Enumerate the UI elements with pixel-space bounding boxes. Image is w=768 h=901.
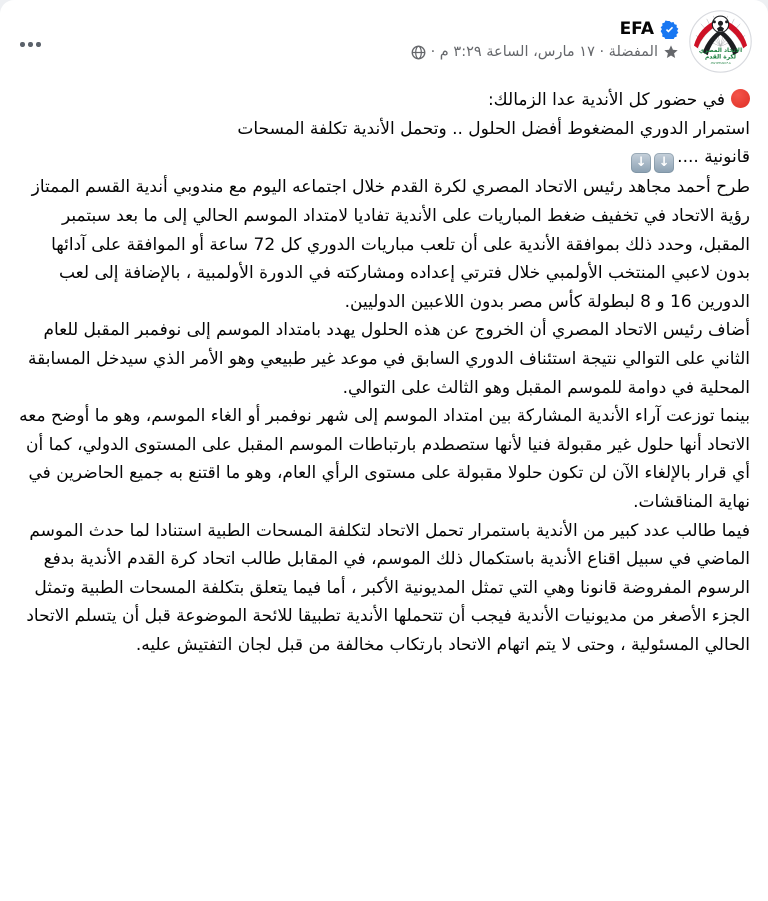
post-content bbox=[0, 73, 768, 660]
favorites-star-icon bbox=[663, 44, 679, 60]
page-name[interactable]: EFA bbox=[619, 19, 654, 39]
ellipsis-icon bbox=[28, 42, 33, 47]
svg-text:EGYPTIAN F.A.: EGYPTIAN F.A. bbox=[710, 61, 731, 66]
post-paragraph: أضاف رئيس الاتحاد المصري أن الخروج عن هذه الحلول يهدد بامتداد الموسم إلى نوفمبر المقبل للعام الثاني على التوالي نتيجة استئناف الدوري السابق في موعد غير طبيعي وهو الأمر الذي سيدخل المسابقة المحلية في دوامة للموسم المقبل وهو الثالث على التوالي. bbox=[28, 320, 750, 398]
red-circle-emoji bbox=[731, 89, 750, 108]
verified-badge-icon bbox=[660, 20, 679, 39]
svg-text:لكرة القدم: لكرة القدم bbox=[704, 54, 737, 61]
intro-line-2: استمرار الدوري المضغوط أفضل الحلول .. وتحمل الأندية تكلفة المسحات bbox=[237, 118, 750, 139]
page-identity bbox=[411, 19, 679, 60]
page-name-row bbox=[620, 19, 679, 39]
ellipsis-icon bbox=[20, 42, 25, 47]
post-header bbox=[0, 0, 768, 73]
down-arrow-emoji: ↓ bbox=[631, 153, 651, 173]
post-paragraph: فيما طالب عدد كبير من الأندية باستمرار تحمل الاتحاد لتكلفة المسحات الطبية استنادا لما حدث الموسم الماضي في سبيل اقناع الأندية باستكمال ذلك الموسم، في المقابل طالب اتحاد كرة القدم الأندية بدفع الرسوم المفروضة قانونا وهي التي تمثل المديونية الأكبر ، أما فيما يتعلق بتكلفة المسحات الطبية وتمثل الجزء الأصغر من مديونيات الأندية فيجب أن تتحملها الأندية تطبيقا للائحة الموضوعة قبل أن يتسلم الاتحاد الحالي المسئولية ، وحتى لا يتم اتهام الاتحاد بارتكاب مخالفة من قبل لجان التفتيش عليه. bbox=[26, 520, 750, 655]
efa-page-avatar[interactable] bbox=[689, 10, 752, 73]
post-meta-row bbox=[411, 44, 679, 60]
efa-crest-logo bbox=[689, 10, 752, 73]
post-paragraph: طرح أحمد مجاهد رئيس الاتحاد المصري لكرة القدم خلال اجتماعه اليوم مع مندوبي أندية القسم الممتاز رؤية الاتحاد في تخفيف ضغط المباريات على الأندية تفاديا لامتداد الموسم الحالي إلى ما بعد سبتمبر المقبل، وحدد ذلك بموافقة الأندية على أن تلعب مباريات الدوري كل 72 ساعة أو الموافقة على آدائها بدون لاعبي المنتخب الأولمبي خلال فترتي إعداده ومشاركته في الدورة الأولمبية ، بالإضافة إلى لعب الدورين 16 و 8 لبطولة كأس مصر بدون اللاعبين الدوليين. bbox=[31, 177, 750, 312]
down-arrow-emoji: ↓ bbox=[654, 153, 674, 173]
post-intro-paragraph bbox=[18, 86, 750, 173]
intro-line-3: قانونية .... bbox=[677, 147, 750, 168]
globe-public-icon bbox=[411, 45, 426, 60]
more-options-button[interactable] bbox=[16, 36, 45, 53]
ellipsis-icon bbox=[36, 42, 41, 47]
post-paragraph: بينما توزعت آراء الأندية المشاركة بين امتداد الموسم إلى شهر نوفمبر أو الغاء الموسم، وهو ما أوضح معه الاتحاد أنها حلول غير مقبولة فنيا لأنها ستصطدم بارتباطات الموسم المقبل على المستوى الدولي، كما أن أي قرار بالإلغاء الآن لن تكون حلولا مقبولة على مستوى الرأي العام، وهو ما اقتنع به جميع الحاضرين في نهاية المناقشات. bbox=[19, 406, 750, 513]
intro-line-1: في حضور كل الأندية عدا الزمالك: bbox=[487, 90, 725, 110]
post-timestamp[interactable]: المفضلة · ١٧ مارس، الساعة ٣:٢٩ م · bbox=[430, 44, 658, 61]
svg-text:الاتحاد المصري: الاتحاد المصري bbox=[698, 47, 743, 54]
